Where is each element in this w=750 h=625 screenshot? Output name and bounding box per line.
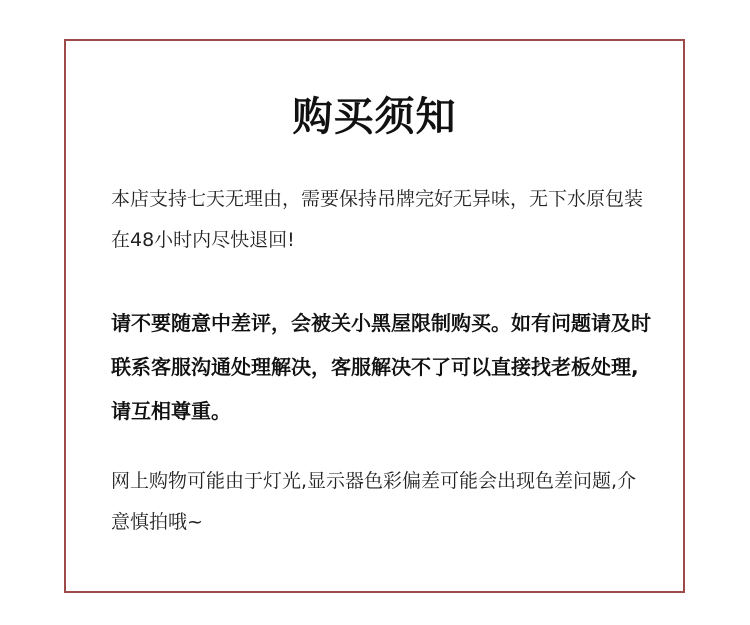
purchase-notice-card [64,39,685,593]
color-disclaimer-text: 网上购物可能由于灯光,显示器色彩偏差可能会出现色差问题,介意慎拍哦~ [111,470,637,533]
notice-title: 购买须知 [292,94,457,140]
review-request-text: 请不要随意中差评，会被关小黑屋限制购买。如有问题请及时联系客服沟通处理解决，客服解决不了可以直接找老板处理,请互相尊重。 [111,311,651,423]
return-policy-text: 本店支持七天无理由，需要保持吊牌完好无异味，无下水原包装在48小时内尽快退回! [111,188,644,251]
